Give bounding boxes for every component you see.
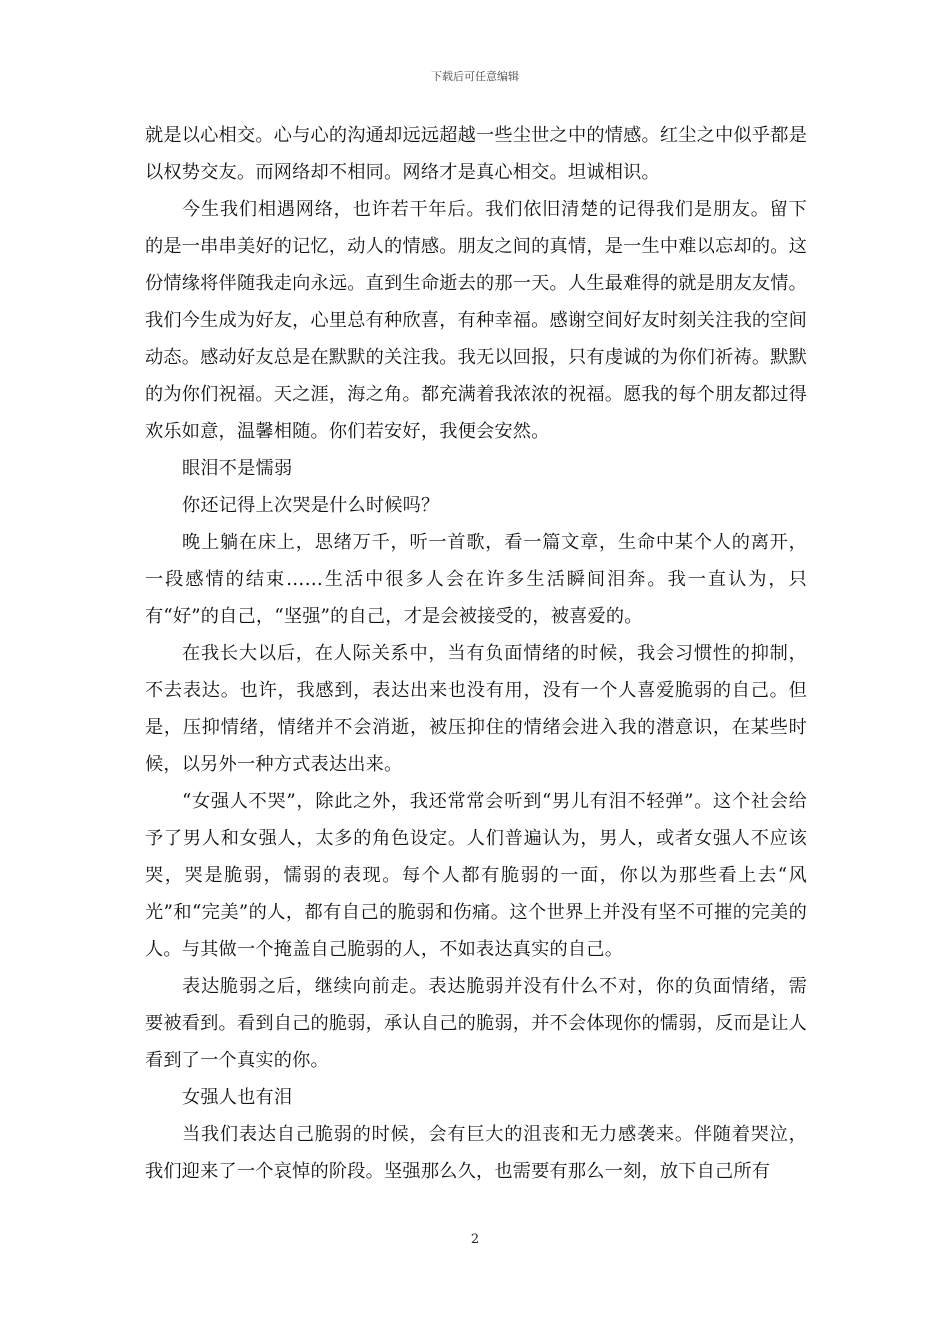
section-heading: 眼泪不是懦弱	[182, 458, 293, 479]
paragraph: 今生我们相遇网络，也许若干年后。我们依旧清楚的记得我们是朋友。留下的是一串串美好的记忆，动人的情感。朋友之间的真情，是一生中难以忘却的。这份情缘将伴随我走向永远。直到生命逝去的那一天。人生最难得的就是朋友友情。我们今生成为好友，心里总有种欣喜，有种幸福。感谢空间好友时刻关注我的空间动态。感动好友总是在默默的关注我。我无以回报，只有虔诚的为你们祈祷。默默的为你们祝福。天之涯，海之角。都充满着我浓浓的祝福。愿我的每个朋友都过得欢乐如意，温馨相随。你们若安好，我便会安然。	[145, 199, 807, 442]
paragraph: 当我们表达自己脆弱的时候，会有巨大的沮丧和无力感袭来。伴随着哭泣，我们迎来了一个哀悼的阶段。坚强那么久，也需要有那么一刻，放下自己所有	[145, 1124, 807, 1182]
page-number: 2	[470, 1232, 480, 1247]
paragraph: “女强人不哭”，除此之外，我还常常会听到“男儿有泪不轻弹”。这个社会给予了男人和女强人，太多的角色设定。人们普遍认为，男人，或者女强人不应该哭，哭是脆弱，懦弱的表现。每个人都有脆弱的一面，你以为那些看上去“风光”和“完美”的人，都有自己的脆弱和伤痛。这个世界上并没有坚不可摧的完美的人。与其做一个掩盖自己脆弱的人，不如表达真实的自己。	[145, 791, 807, 960]
section-heading: 女强人也有泪	[182, 1087, 293, 1108]
paragraph: 就是以心相交。心与心的沟通却远远超越一些尘世之中的情感。红尘之中似乎都是以权势交友。而网络却不相同。网络才是真心相交。坦诚相识。	[145, 125, 807, 183]
paragraph: 在我长大以后，在人际关系中，当有负面情绪的时候，我会习惯性的抑制，不去表达。也许，我感到，表达出来也没有用，没有一个人喜爱脆弱的自己。但是，压抑情绪，情绪并不会消逝，被压抑住的情绪会进入我的潜意识，在某些时候，以另外一种方式表达出来。	[145, 643, 807, 775]
paragraph: 你还记得上次哭是什么时候吗？	[182, 495, 440, 516]
paragraph: 晚上躺在床上，思绪万千，听一首歌，看一篇文章，生命中某个人的离开，一段感情的结束……生活中很多人会在许多生活瞬间泪奔。我一直认为，只有“好”的自己，“坚强”的自己，才是会被接受的，被喜爱的。	[145, 532, 807, 627]
page-header: 下载后可任意编辑	[431, 70, 519, 83]
document-body	[145, 117, 807, 1190]
paragraph: 表达脆弱之后，继续向前走。表达脆弱并没有什么不对，你的负面情绪，需要被看到。看到自己的脆弱，承认自己的脆弱，并不会体现你的懦弱，反而是让人看到了一个真实的你。	[145, 976, 807, 1071]
